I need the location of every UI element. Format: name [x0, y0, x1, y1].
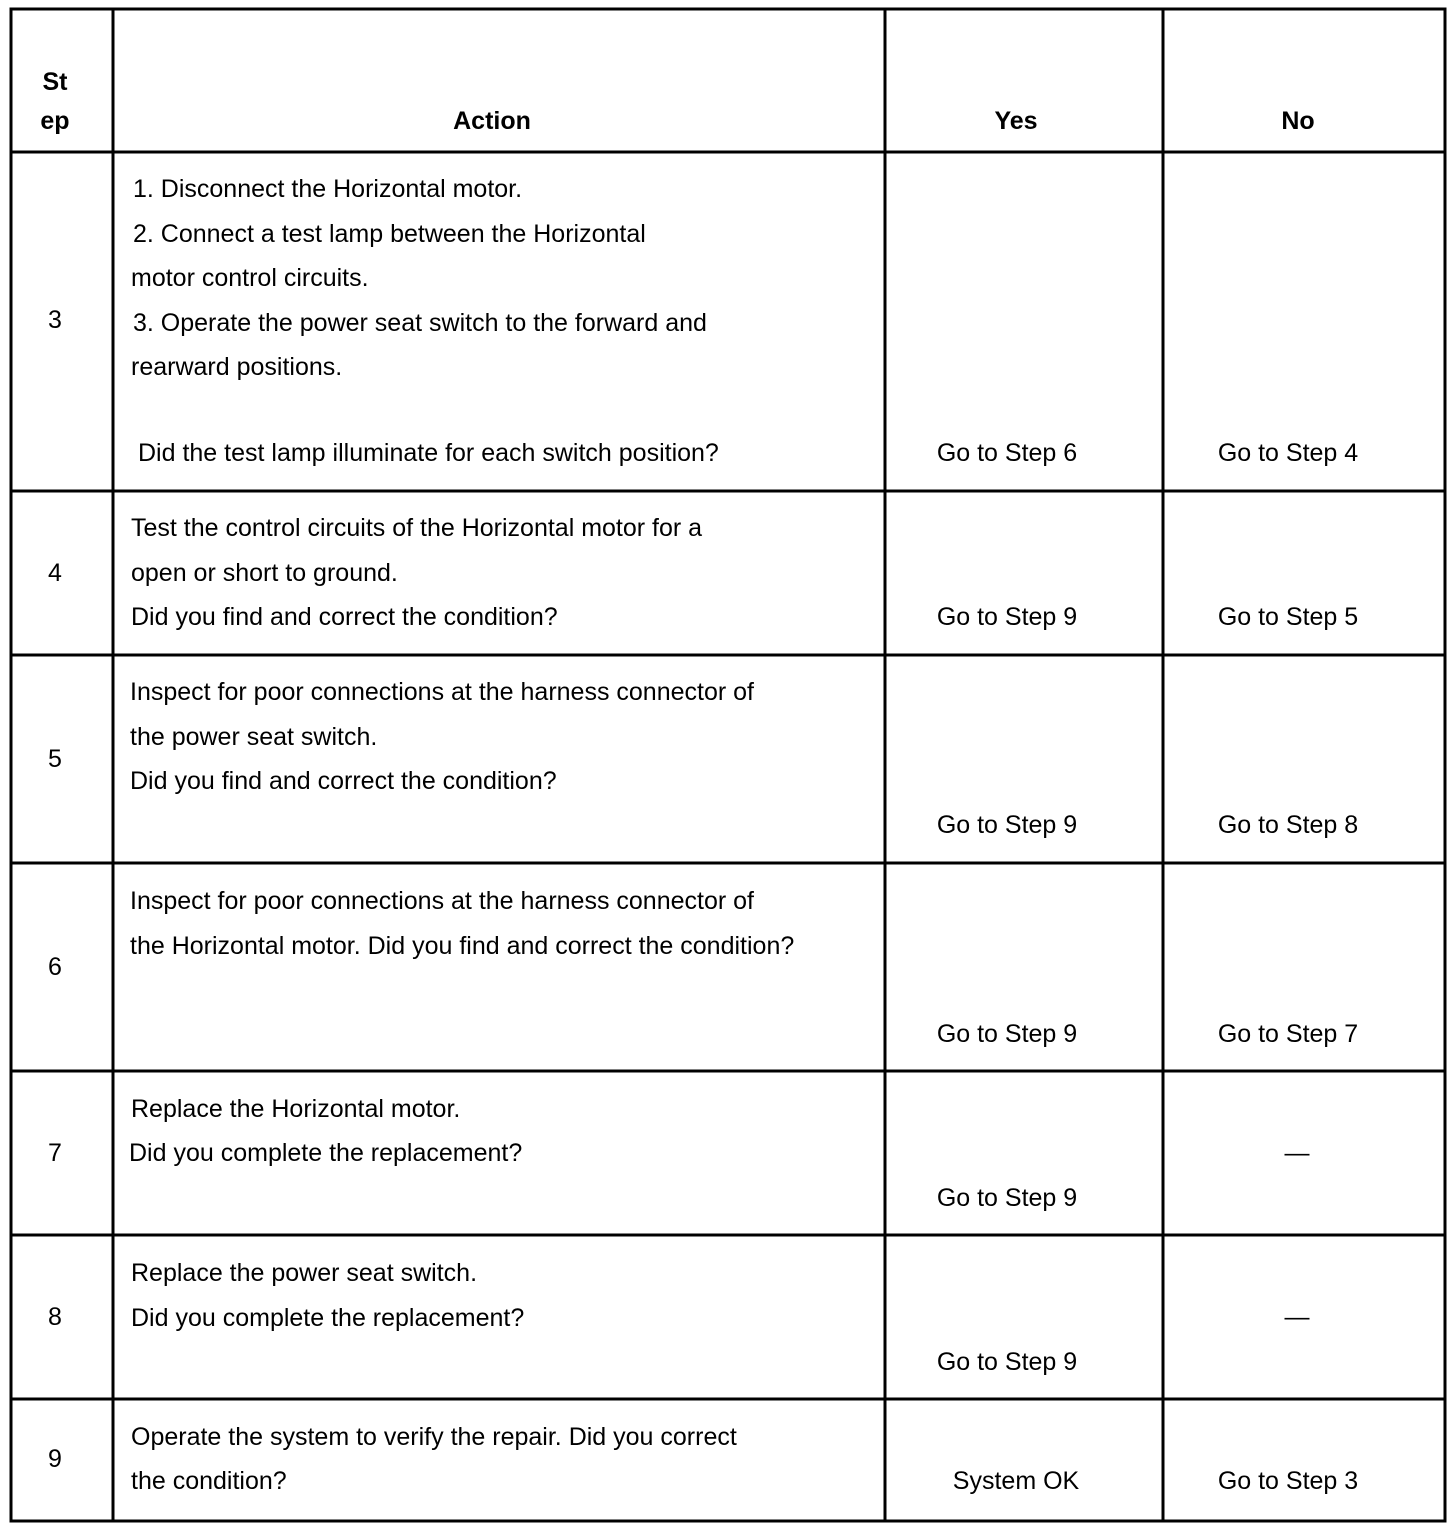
step-number: 9	[48, 1445, 62, 1473]
no-result: Go to Step 5	[1217, 603, 1359, 631]
no-result: Go to Step 3	[1217, 1467, 1359, 1495]
header-step-line1: St	[42, 68, 68, 96]
action-question: Did you complete the replacement?	[131, 1304, 525, 1332]
action-line: Test the control circuits of the Horizontal motor for a	[131, 514, 703, 542]
no-result: —	[1284, 1139, 1310, 1167]
yes-result: Go to Step 9	[936, 1348, 1078, 1376]
header-no: No	[1281, 107, 1315, 135]
action-line: open or short to ground.	[131, 559, 398, 587]
step-number: 6	[48, 953, 62, 981]
yes-result: Go to Step 9	[936, 811, 1078, 839]
action-line: motor control circuits.	[131, 264, 369, 292]
yes-result: Go to Step 9	[936, 1020, 1078, 1048]
no-result: —	[1284, 1303, 1310, 1331]
action-line: Replace the power seat switch.	[131, 1259, 478, 1287]
action-question: Did you find and correct the condition?	[130, 767, 557, 795]
no-result: Go to Step 8	[1217, 811, 1359, 839]
no-result: Go to Step 7	[1217, 1020, 1359, 1048]
action-line: Replace the Horizontal motor.	[131, 1095, 461, 1123]
step-number: 5	[48, 745, 62, 773]
step-number: 4	[48, 559, 62, 587]
action-line: Inspect for poor connections at the harness connector of	[130, 887, 754, 915]
header-yes: Yes	[994, 107, 1038, 135]
yes-result: Go to Step 9	[936, 1184, 1078, 1212]
step-number: 8	[48, 1303, 62, 1331]
action-question: Did you complete the replacement?	[129, 1139, 523, 1167]
action-line: Operate the system to verify the repair. Did you correct	[131, 1423, 737, 1451]
action-question: Did you find and correct the condition?	[131, 603, 558, 631]
header-action: Action	[453, 107, 531, 135]
action-line: 2. Connect a test lamp between the Horizontal	[133, 220, 646, 248]
action-line: 1. Disconnect the Horizontal motor.	[133, 175, 523, 203]
action-question: Did the test lamp illuminate for each switch position?	[138, 439, 719, 467]
header-step-line2: ep	[40, 107, 70, 135]
no-result: Go to Step 4	[1217, 439, 1359, 467]
step-number: 7	[48, 1139, 62, 1167]
action-line: the power seat switch.	[130, 723, 378, 751]
action-line: the Horizontal motor. Did you find and correct the condition?	[130, 932, 795, 960]
action-question: the condition?	[131, 1467, 287, 1495]
yes-result: Go to Step 9	[936, 603, 1078, 631]
yes-result: System OK	[952, 1467, 1080, 1495]
action-line: 3. Operate the power seat switch to the forward and	[133, 309, 707, 337]
yes-result: Go to Step 6	[936, 439, 1078, 467]
action-line: rearward positions.	[131, 353, 343, 381]
step-number: 3	[48, 306, 62, 334]
action-line: Inspect for poor connections at the harness connector of	[130, 678, 754, 706]
